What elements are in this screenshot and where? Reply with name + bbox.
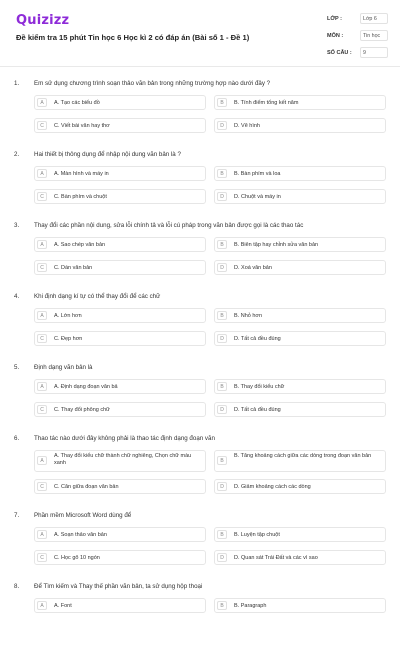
option-a[interactable] [34, 450, 206, 472]
option-text: A. Tạo các biểu đồ [54, 99, 100, 106]
option-text: A. Lớn hơn [54, 312, 82, 319]
meta-label: SỐ CÂU : [327, 50, 352, 56]
question-number: 1. [14, 80, 20, 87]
option-b[interactable] [214, 95, 386, 110]
option-text: B. Bàn phím và loa [234, 170, 281, 177]
option-letter: C [37, 192, 47, 201]
question-item [0, 362, 400, 433]
option-letter: C [37, 121, 47, 130]
option-letter: C [37, 405, 47, 414]
option-c[interactable] [34, 331, 206, 346]
option-text: D. Tất cả đều đúng [234, 406, 281, 413]
question-text: Phần mềm Microsoft Word dùng để [34, 512, 132, 519]
option-text: B. Tính điểm tổng kết năm [234, 99, 299, 106]
header-divider [0, 66, 400, 67]
option-letter: B [217, 240, 227, 249]
option-text: C. Bàn phím và chuột [54, 193, 107, 200]
option-letter: A [37, 98, 47, 107]
option-c[interactable] [34, 479, 206, 494]
option-letter: B [217, 601, 227, 610]
option-text: D. Giảm khoảng cách các dòng [234, 483, 311, 490]
option-text: C. Đẹp hơn [54, 335, 83, 342]
meta-label: LỚP : [327, 16, 342, 22]
worksheet-meta [327, 13, 387, 63]
option-letter: A [37, 382, 47, 391]
question-item [0, 581, 400, 652]
option-b[interactable] [214, 450, 386, 472]
option-d[interactable] [214, 189, 386, 204]
option-letter: D [217, 263, 227, 272]
option-letter: D [217, 121, 227, 130]
option-text: C. Viết bài văn hay thơ [54, 122, 110, 129]
option-text: D. Quan sát Trái Đất và các vì sao [234, 554, 318, 561]
option-c[interactable] [34, 118, 206, 133]
question-text: Khi định dạng kí tự có thể thay đổi để các chữ [34, 293, 161, 300]
question-number: 8. [14, 583, 20, 590]
option-c[interactable] [34, 189, 206, 204]
option-text: B. Tăng khoảng cách giữa các dòng trong đoạn văn bản [234, 453, 372, 459]
option-text: B. Biên tập hay chỉnh sửa văn bản [234, 241, 319, 248]
option-b[interactable] [214, 166, 386, 181]
option-b[interactable] [214, 527, 386, 542]
question-text: Hai thiết bị thông dụng để nhập nội dung văn bản là ? [34, 151, 181, 158]
option-letter: D [217, 482, 227, 491]
option-letter: B [217, 98, 227, 107]
option-letter: C [37, 334, 47, 343]
option-text: D. Chuột và máy in [234, 193, 281, 200]
question-text: Định dạng văn bản là [34, 364, 93, 371]
option-a[interactable] [34, 527, 206, 542]
option-letter: D [217, 192, 227, 201]
option-letter: B [217, 382, 227, 391]
option-letter: C [37, 263, 47, 272]
option-d[interactable] [214, 402, 386, 417]
option-letter: A [37, 601, 47, 610]
option-a[interactable] [34, 598, 206, 613]
meta-value-field: 9 [360, 47, 388, 58]
worksheet-header [0, 0, 400, 70]
option-text: D. Tất cả đều đúng [234, 335, 281, 342]
option-text: C. Học gõ 10 ngón [54, 554, 100, 561]
question-item [0, 149, 400, 220]
option-letter: A [37, 311, 47, 320]
quizizz-logo[interactable]: Quizizz [16, 13, 70, 28]
option-letter: A [37, 240, 47, 249]
question-item [0, 291, 400, 362]
meta-class [327, 13, 387, 29]
option-letter: B [217, 530, 227, 539]
option-text: C. Dán văn bản [54, 264, 93, 271]
option-letter: C [37, 482, 47, 491]
meta-subject [327, 30, 387, 46]
option-b[interactable] [214, 379, 386, 394]
meta-label: MÔN : [327, 33, 344, 39]
question-number: 2. [14, 151, 20, 158]
option-letter: B [217, 169, 227, 178]
option-b[interactable] [214, 308, 386, 323]
option-letter: C [37, 553, 47, 562]
question-item [0, 78, 400, 149]
question-list [0, 78, 400, 652]
option-text: A. Soạn thảo văn bản [54, 531, 107, 538]
option-a[interactable] [34, 237, 206, 252]
option-text: D. Vẽ hình [234, 122, 260, 129]
option-text: A. Định dạng đoạn văn bả [54, 383, 118, 390]
option-text: A. Thay đổi kiểu chữ thành chữ nghiêng, Chọn chữ màu xanh [54, 453, 192, 466]
option-text: B. Luyện tập chuột [234, 531, 280, 538]
question-number: 5. [14, 364, 20, 371]
option-a[interactable] [34, 95, 206, 110]
option-d[interactable] [214, 479, 386, 494]
meta-question-count [327, 47, 387, 63]
option-d[interactable] [214, 550, 386, 565]
option-c[interactable] [34, 260, 206, 275]
option-letter: D [217, 334, 227, 343]
option-d[interactable] [214, 260, 386, 275]
question-number: 4. [14, 293, 20, 300]
option-text: A. Font [54, 602, 72, 609]
question-item [0, 510, 400, 581]
option-a[interactable] [34, 379, 206, 394]
option-a[interactable] [34, 166, 206, 181]
option-letter: A [37, 456, 47, 465]
option-text: B. Paragraph [234, 602, 267, 609]
option-b[interactable] [214, 598, 386, 613]
option-d[interactable] [214, 331, 386, 346]
option-letter: A [37, 530, 47, 539]
question-text: Thay đổi các phần nội dung, sửa lỗi chính tả và lỗi cú pháp trong văn bản được gọi là các thao tác [34, 222, 304, 229]
option-letter: B [217, 311, 227, 320]
question-text: Em sử dụng chương trình soạn thảo văn bản trong những trường hợp nào dưới đây ? [34, 80, 271, 87]
option-letter: D [217, 553, 227, 562]
option-text: B. Thay đổi kiểu chữ [234, 383, 285, 390]
option-text: A. Sao chép văn bản [54, 241, 106, 248]
meta-value-field: Tin học [360, 30, 388, 41]
option-letter: A [37, 169, 47, 178]
option-letter: D [217, 405, 227, 414]
option-c[interactable] [34, 550, 206, 565]
option-b[interactable] [214, 237, 386, 252]
question-text: Để Tìm kiếm và Thay thế phần văn bản, ta sử dụng hộp thoại [34, 583, 203, 590]
option-text: A. Màn hình và máy in [54, 170, 109, 177]
option-d[interactable] [214, 118, 386, 133]
question-number: 3. [14, 222, 20, 229]
question-number: 6. [14, 435, 20, 442]
meta-value-field: Lớp 6 [360, 13, 388, 24]
option-text: C. Thay đổi phông chữ [54, 406, 110, 413]
option-text: B. Nhỏ hơn [234, 312, 263, 319]
option-letter: B [217, 456, 227, 465]
question-text: Thao tác nào dưới đây không phải là thao tác định dạng đoạn văn [34, 435, 215, 442]
question-number: 7. [14, 512, 20, 519]
page-title: Đề kiểm tra 15 phút Tin học 6 Học kì 2 có đáp án (Bài số 1 - Đề 1) [16, 33, 250, 42]
question-item [0, 433, 400, 510]
question-item [0, 220, 400, 291]
option-a[interactable] [34, 308, 206, 323]
option-text: D. Xoá văn bản [234, 264, 272, 271]
option-c[interactable] [34, 402, 206, 417]
option-text: C. Căn giữa đoạn văn bản [54, 483, 119, 490]
